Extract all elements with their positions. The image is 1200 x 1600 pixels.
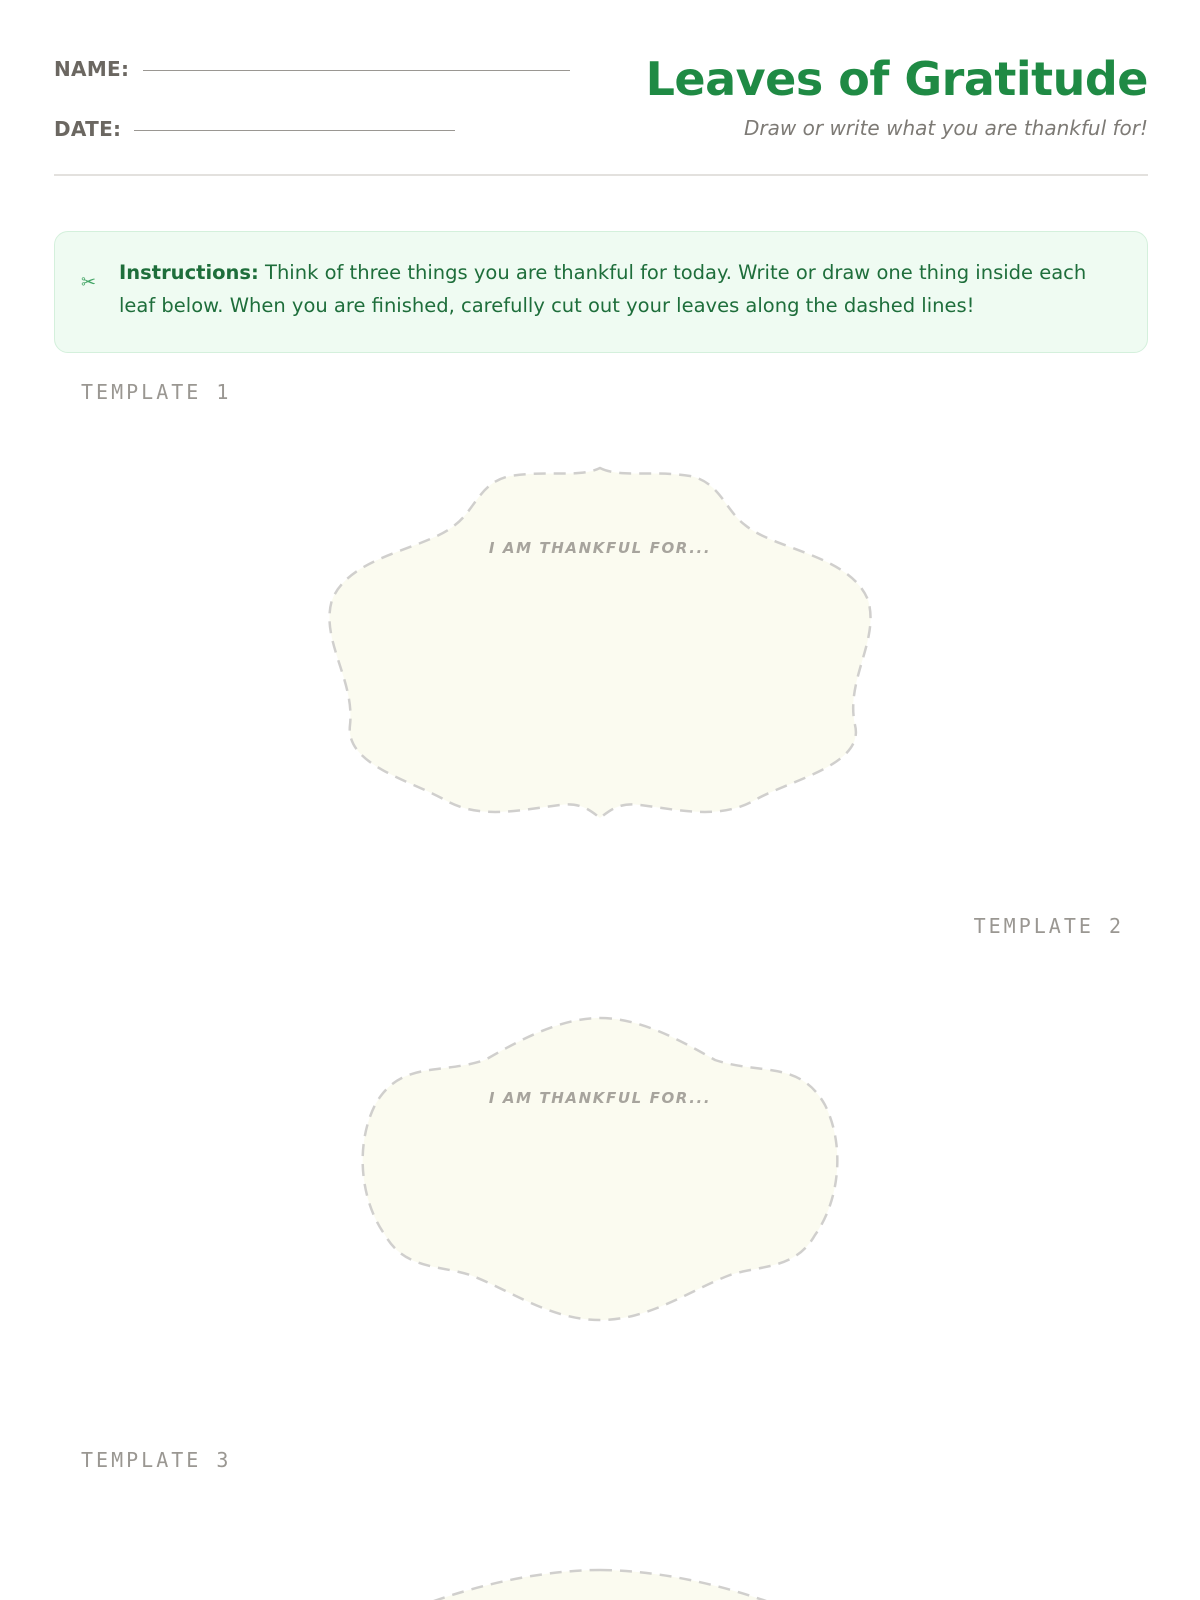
- leaf-2-cut-line: [363, 1018, 838, 1320]
- date-label: DATE:: [54, 117, 122, 141]
- leaf-1-cut-line: [329, 468, 870, 818]
- template-3-label: TEMPLATE 3: [81, 1448, 232, 1472]
- page-title: Leaves of Gratitude: [645, 52, 1148, 106]
- leaf-1-caption: I AM THANKFUL FOR...: [488, 539, 712, 557]
- leaf-template-2[interactable]: [363, 1018, 838, 1320]
- page-subtitle: Draw or write what you are thankful for!: [744, 116, 1148, 140]
- leaf-template-3[interactable]: [410, 1570, 790, 1600]
- leaf-2-caption: I AM THANKFUL FOR...: [488, 1089, 712, 1107]
- name-label: NAME:: [54, 57, 130, 81]
- scissors-icon: ✂: [81, 272, 97, 293]
- leaf-3-cut-line: [410, 1570, 790, 1600]
- template-1-label: TEMPLATE 1: [81, 380, 232, 404]
- leaf-template-1[interactable]: [329, 468, 870, 818]
- instructions-lead: Instructions:: [119, 261, 259, 284]
- template-2-label: TEMPLATE 2: [973, 914, 1124, 938]
- instructions-body: Think of three things you are thankful for today. Write or draw one thing inside each leaf below. When you are finished, carefully cut out your leaves along the dashed lines!: [119, 261, 1087, 317]
